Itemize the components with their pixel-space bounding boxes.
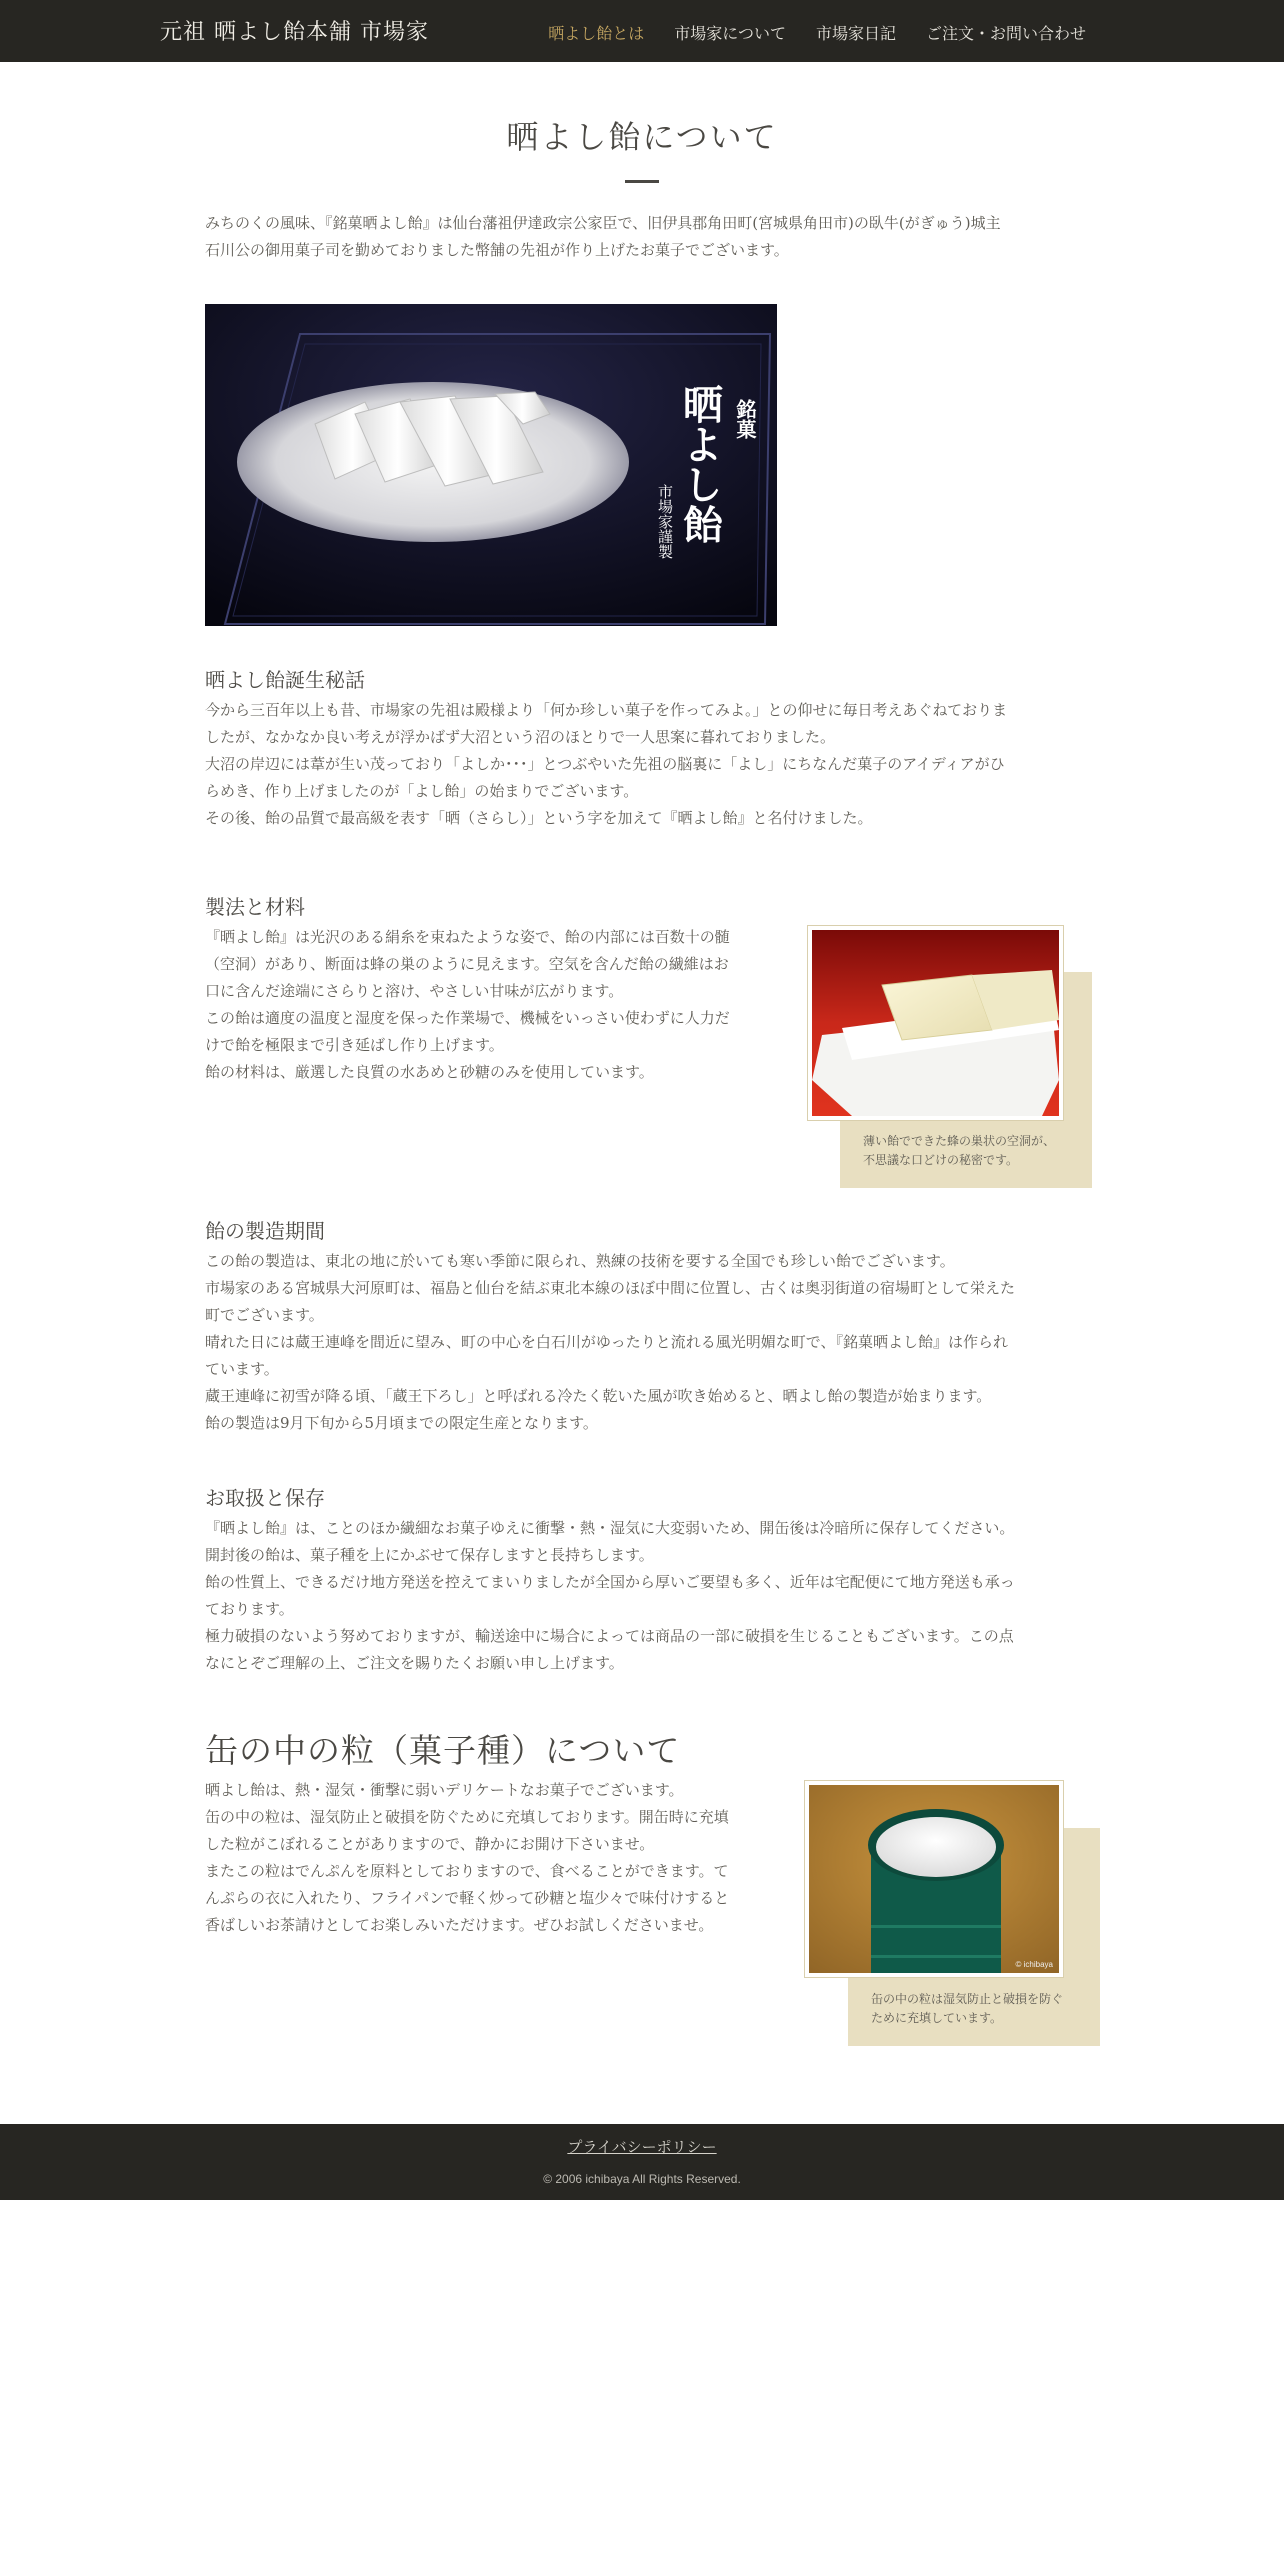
nav-item-order-contact[interactable]: ご注文・お問い合わせ — [925, 24, 1086, 43]
hero-label-small: 銘菓 — [733, 399, 757, 439]
section-heading-storage: お取扱と保存 — [205, 1486, 325, 1510]
photo-caption-method: 薄い飴でできた蜂の巣状の空洞が、 不思議な口どけの秘密です。 — [863, 1134, 1056, 1167]
section-text-season: この飴の製造は、東北の地に於いても寒い季節に限られ、熟練の技術を要する全国でも珍しい飴でございます。 市場家のある宮城県大河原町は、福島と仙台を結ぶ東北本線のほぼ中間に位置し、古くは奥羽街道の宿場町として栄えた 町でございます。 晴れた日には蔵王連峰を間近に望み、町の中心を白石川がゆったりと流れる風光明媚な町で、『銘菓晒よし飴』は作られ ています。 蔵王連峰に初雪が降る頃、「蔵王下ろし」と呼ばれる冷たく乾いた風が吹き始めると、晒よし飴の製造が始まります。 飴の製造は9月下旬から5月頃までの限定生産となります。 — [205, 1252, 1016, 1432]
site-footer — [0, 2124, 1284, 2200]
crosssection-photo — [807, 925, 1064, 1121]
nav-item-about-ame[interactable]: 晒よし飴とは — [548, 24, 645, 43]
kashidane-photo-illustration — [809, 1785, 1059, 1973]
site-header — [0, 0, 1284, 62]
section-text-storage: 『晒よし飴』は、ことのほか繊細なお菓子ゆえに衝撃・熱・湿気に大変弱いため、開缶後は冷暗所に保存してください。 開封後の飴は、菓子種を上にかぶせて保存しますと長持ちします。 飴の性質上、できるだけ地方発送を控えてまいりましたが全国から厚いご要望も多く、近年は宅配便にて地方発送も承っ ております。 極力破損のないよう努めておりますが、輸送途中に場合によっては商品の一部に破損を生じることもございます。この点 なにとぞご理解の上、ご注文を賜りたくお願い申し上げます。 — [205, 1519, 1015, 1672]
section-heading-origin: 晒よし飴誕生秘話 — [205, 668, 365, 692]
nav-item-diary[interactable]: 市場家日記 — [815, 24, 896, 43]
hero-label-big: 晒よし飴 — [676, 384, 724, 544]
site-title[interactable]: 元祖 晒よし飴本舗 市場家 — [160, 20, 429, 45]
hero-label-maker: 市場家謹製 — [656, 484, 674, 559]
kashidane-photo — [804, 1780, 1064, 1978]
hero-photo-illustration — [205, 304, 777, 626]
main-nav — [548, 0, 1086, 62]
intro-text: みちのくの風味、『銘菓晒よし飴』は仙台藩祖伊達政宗公家臣で、旧伊具郡角田町(宮城県角田市)の臥牛(がぎゅう)城主 石川公の御用菓子司を勤めておりました幣舗の先祖が作り上げたお菓子でございます。 — [205, 214, 1001, 259]
copyright-text: © 2006 ichibaya All Rights Reserved. — [543, 2172, 741, 2186]
kashidane-text: 晒よし飴は、熱・湿気・衝撃に弱いデリケートなお菓子でございます。 缶の中の粒は、湿気防止と破損を防ぐために充填しております。開缶時に充填 した粒がこぼれることがありますので、静かにお開け下さいませ。 またこの粒はでんぷんを原料としておりますので、食べることができます。て んぷらの衣に入れたり、フライパンで軽く炒って砂糖と塩少々で味付けすると 香ばしいお茶請けとしてお楽しみいただけます。ぜひお試しくださいませ。 — [205, 1781, 730, 1934]
photo-caption-kashidane: 缶の中の粒は湿気防止と破損を防ぐ ために充填しています。 — [871, 1992, 1064, 2025]
section-heading-season: 飴の製造期間 — [205, 1219, 325, 1243]
page-title: 晒よし飴について — [506, 118, 778, 156]
section-text-origin: 今から三百年以上も昔、市場家の先祖は殿様より「何か珍しい菓子を作ってみよ。」との仰せに毎日考えあぐねておりま したが、なかなか良い考えが浮かばず大沼という沼のほとりで一人思案に暮れておりました。 大沼の岸辺には葦が生い茂っており「よしか･･･」とつぶやいた先祖の脳裏に「よし」にちなんだ菓子のアイディアがひ らめき、作り上げましたのが「よし飴」の始まりでございます。 その後、飴の品質で最高級を表す「晒（さらし）」という字を加えて『晒よし飴』と名付けました。 — [205, 701, 1008, 827]
kashidane-heading: 缶の中の粒（菓子種）について — [205, 1731, 681, 1770]
hero-product-photo — [205, 304, 777, 626]
section-text-method: 『晒よし飴』は光沢のある絹糸を束ねたような姿で、飴の内部には百数十の髄 （空洞）があり、断面は蜂の巣のように見えます。空気を含んだ飴の繊維はお 口に含んだ途端にさらりと溶け、やさしい甘味が広がります。 この飴は適度の温度と湿度を保った作業場で、機械をいっさい使わずに人力だ けで飴を極限まで引き延ばし作り上げます。 飴の材料は、厳選した良質の水あめと砂糖のみを使用しています。 — [205, 928, 730, 1081]
crosssection-photo-illustration — [812, 930, 1059, 1116]
privacy-policy-link[interactable]: プライバシーポリシー — [567, 2139, 717, 2156]
photo-credit: © ichibaya — [1015, 1960, 1053, 1969]
section-heading-method: 製法と材料 — [205, 895, 305, 919]
nav-item-about-ichibaya[interactable]: 市場家について — [674, 24, 786, 43]
title-divider — [625, 180, 659, 183]
